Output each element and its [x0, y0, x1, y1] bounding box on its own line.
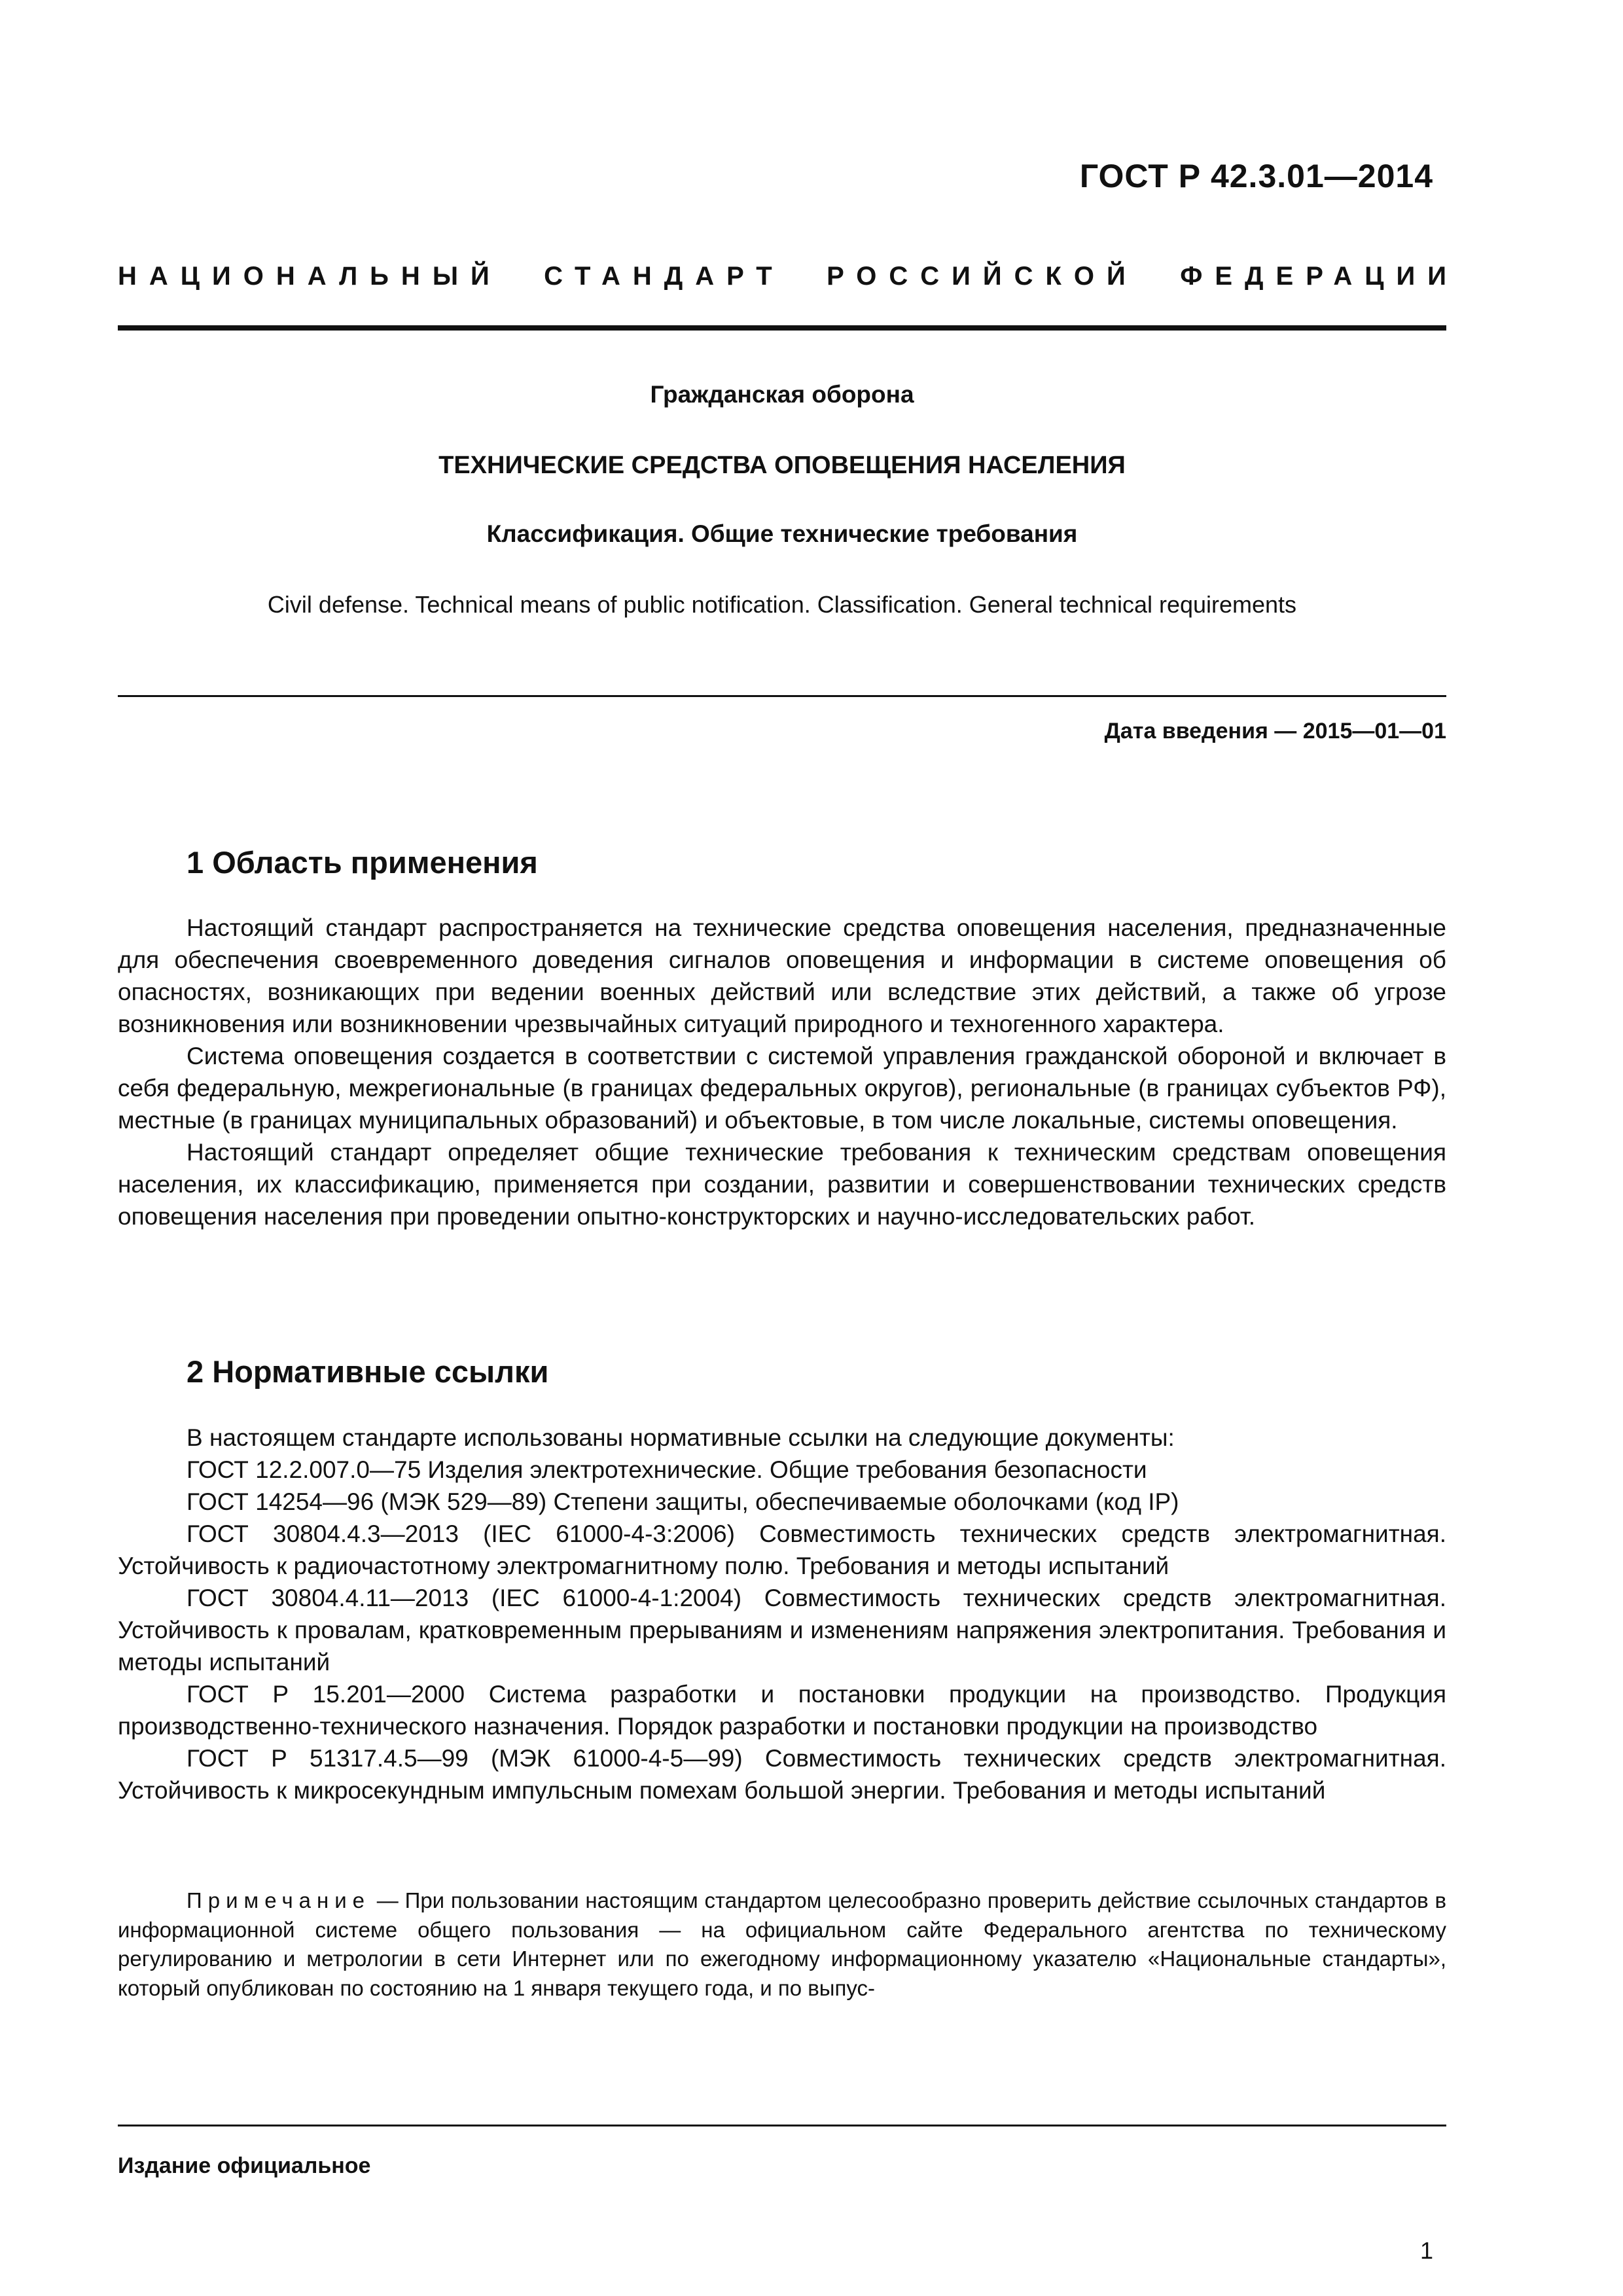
reference-item: ГОСТ 30804.4.11—2013 (IEC 61000-4-1:2004) Совместимость технических средств электромагнитная. Устойчивость к провалам, кратковременным прерываниям и изменениям напряжения электропитания. Требования и методы испытаний: [118, 1585, 1446, 1676]
title-line-3: Классификация. Общие технические требования: [486, 520, 1078, 547]
official-edition-label: Издание официальное: [118, 2153, 371, 2178]
national-standard-banner: [118, 262, 1459, 291]
page-number: 1: [1419, 2237, 1433, 2264]
introduction-date: Дата введения — 2015—01—01: [1104, 719, 1446, 744]
paragraph: Настоящий стандарт определяет общие технические требования к техническим средствам оповещения населения, их классификацию, применяется при создании, развитии и совершенствовании технических средств оповещения населения при проведении опытно-конструкторских и научно-исследовательских работ.: [118, 1139, 1446, 1230]
reference-item: ГОСТ 30804.4.3—2013 (IEC 61000-4-3:2006) Совместимость технических средств электромагнитная. Устойчивость к радиочастотному электромагнитному полю. Требования и методы испытаний: [118, 1520, 1446, 1579]
note-paragraph: [118, 1886, 1446, 2003]
reference-item: ГОСТ Р 15.201—2000 Система разработки и постановки продукции на производство. Продукция производственно-технического назначения. Порядок разработки и постановки продукции на производство: [118, 1681, 1446, 1740]
section-2-heading: 2 Нормативные ссылки: [187, 1354, 549, 1389]
english-title: Civil defense. Technical means of public notification. Classification. General technical requirements: [267, 591, 1297, 618]
paragraph: Система оповещения создается в соответствии с системой управления гражданской обороной и включает в себя федеральную, межрегиональные (в границах федеральных округов), региональные (в границах субъектов РФ), местные (в границах муниципальных образований) и объектовые, в том числе локальные, системы оповещения.: [118, 1043, 1446, 1134]
reference-item: ГОСТ 12.2.007.0—75 Изделия электротехнические. Общие требования безопасности: [187, 1456, 1147, 1483]
banner-word: СТАНДАРТ: [544, 262, 785, 291]
reference-item: ГОСТ 14254—96 (МЭК 529—89) Степени защиты, обеспечиваемые оболочками (код IP): [187, 1488, 1179, 1515]
title-line-2: ТЕХНИЧЕСКИЕ СРЕДСТВА ОПОВЕЩЕНИЯ НАСЕЛЕНИЯ: [438, 452, 1126, 479]
header-divider: [118, 325, 1446, 331]
note-text: — При пользовании настоящим стандартом целесообразно проверить действие ссылочных стандартов в информационной системе общего пользования — на официальном сайте Федерального агентства по техническому регулированию и метрологии в сети Интернет или по ежегодному информационному указателю «Национальные стандарты», который опубликован по состоянию на 1 января текущего года, и по выпус-: [118, 1888, 1446, 2000]
title-divider: [118, 695, 1446, 697]
document-number: ГОСТ Р 42.3.01—2014: [1079, 158, 1433, 194]
footer-divider: [118, 2125, 1446, 2126]
banner-word: НАЦИОНАЛЬНЫЙ: [118, 262, 502, 291]
banner-word: РОССИЙСКОЙ: [827, 262, 1138, 291]
title-line-1: Гражданская оборона: [650, 381, 914, 408]
reference-item: ГОСТ Р 51317.4.5—99 (МЭК 61000-4-5—99) Совместимость технических средств электромагнитная. Устойчивость к микросекундным импульсным помехам большой энергии. Требования и методы испытаний: [118, 1745, 1446, 1804]
section-1-heading: 1 Область применения: [187, 845, 538, 880]
paragraph: Настоящий стандарт распространяется на технические средства оповещения населения, предназначенные для обеспечения своевременного доведения сигналов оповещения и информации в системе оповещения об опасностях, возникающих при ведении военных действий или вследствие этих действий, а также об угрозе возникновения или возникновении чрезвычайных ситуаций природного и техногенного характера.: [118, 914, 1446, 1037]
section-1-body: [118, 912, 1446, 1232]
note-block: [118, 1886, 1446, 2003]
paragraph: В настоящем стандарте использованы нормативные ссылки на следующие документы:: [187, 1424, 1175, 1451]
note-label: Примечание: [187, 1888, 371, 1912]
section-2-body: [118, 1422, 1446, 1806]
banner-word: ФЕДЕРАЦИИ: [1180, 262, 1459, 291]
